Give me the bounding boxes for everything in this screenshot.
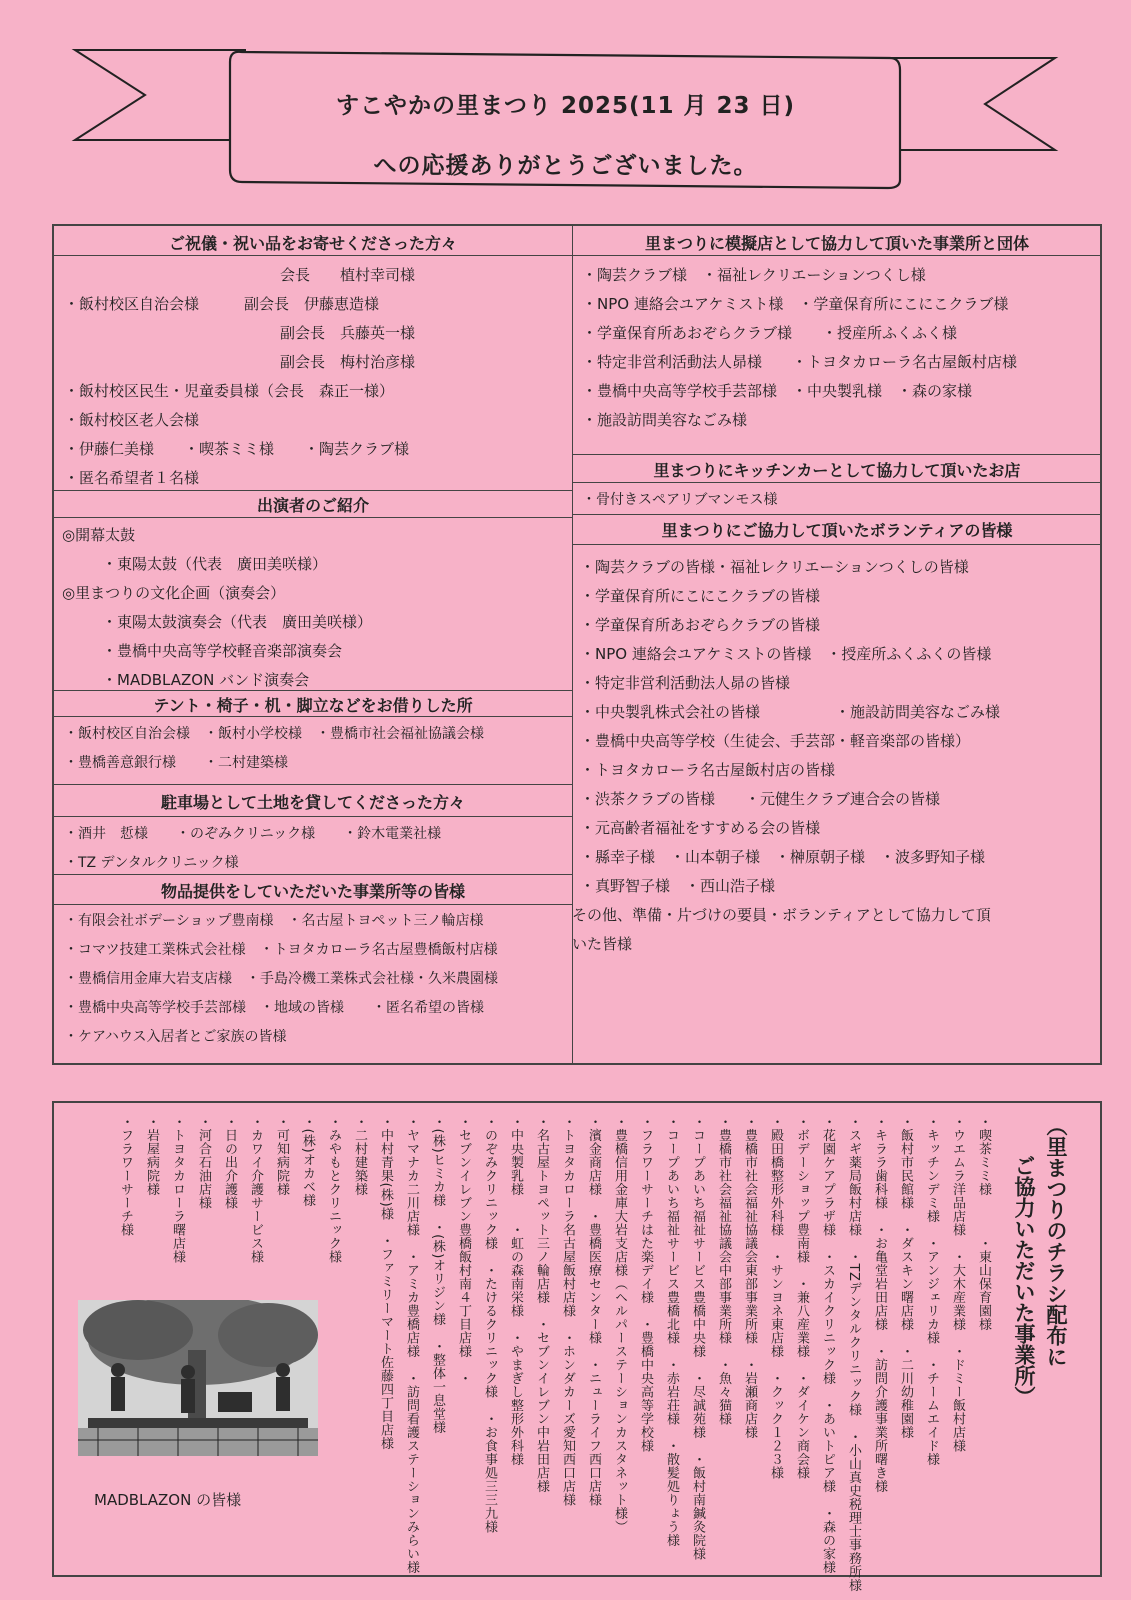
flyer-column: ・飯村市民館様 ・ダスキン曙店様 ・二川幼稚園様 <box>898 1115 913 1439</box>
rule <box>54 904 572 905</box>
flyer-column: ・フラワーサーチはた楽デイ様 ・豊橋中央高等学校様 <box>638 1115 653 1453</box>
goods-line: ・豊橋中央高等学校手芸部様 ・地域の皆様 ・匿名希望の皆様 <box>64 1000 484 1016</box>
performers-line: ◎里まつりの文化企画（演奏会） <box>62 584 286 602</box>
rule <box>54 816 572 817</box>
flyer-column: ・喫茶ミミ様 ・東山保育園様 <box>976 1115 991 1331</box>
flyer-column: ・スギ薬局飯村店様 ・TZデンタルクリニック様 ・小山真史税理士事務所様 <box>846 1115 861 1592</box>
congrats-line: 副会長 兵藤英一様 <box>280 324 416 342</box>
tents-line: ・豊橋善意銀行様 ・二村建築様 <box>64 755 288 771</box>
flyer-column: ・キッチンデミ様 ・アンジェリカ様 ・チームエイド様 <box>924 1115 939 1466</box>
performers-line: ◎開幕太鼓 <box>62 526 136 544</box>
flyer-column: ・コープあいち福祉サービス豊橋中央様 ・尽誠苑様 ・飯村南鍼灸院様 <box>690 1115 705 1561</box>
rule <box>54 490 572 491</box>
performers-line: ・東陽太鼓（代表 廣田美咲様） <box>102 555 328 573</box>
stalls-header: 里まつりに模擬店として協力して頂いた事業所と団体 <box>644 234 1029 253</box>
rule <box>572 544 1102 545</box>
volunteer-line: ・特定非営利活動法人昴の皆様 <box>580 674 791 692</box>
flyer-column: ・フラワーサーチ様 <box>118 1115 133 1237</box>
goods-line: ・コマツ技建工業株式会社様 ・トヨタカローラ名古屋豊橋飯村店様 <box>64 942 498 958</box>
band-photo <box>78 1300 318 1456</box>
congrats-line: ・伊藤仁美様 ・喫茶ミミ様 ・陶芸クラブ様 <box>64 440 410 458</box>
flyer-column: ・殿田橋整形外科様 ・サンヨネ東店様 ・クック１２３様 <box>768 1115 783 1480</box>
flyer-column: ・可知病院様 <box>274 1115 289 1196</box>
rule <box>572 514 1102 515</box>
flyer-column: ・ウエムラ洋品店様 ・大木産業様 ・ドミー飯村店様 <box>950 1115 965 1453</box>
flyer-column: ・中央製乳様 ・虹の森南栄様 ・やまぎし整形外科様 <box>508 1115 523 1466</box>
flyer-column: ・豊橋信用金庫大岩支店様（ヘルパーステーションカスタネット様） <box>612 1115 627 1534</box>
flyer-column: ・ヤマナカ二川店様 ・アミカ豊橋店様 ・訪問看護ステーションみらい様 <box>404 1115 419 1574</box>
flyer-column: ・ボデーショップ豊南様 ・兼八産業様 ・ダイケン商会様 <box>794 1115 809 1480</box>
performers-line: ・MADBLAZON バンド演奏会 <box>102 671 310 689</box>
flyer-title-1: （里まつりのチラシ配布に <box>1044 1115 1068 1367</box>
kitchen-line: ・骨付きスペアリブマンモス様 <box>582 492 778 508</box>
volunteer-line: いた皆様 <box>572 935 633 953</box>
parking-header: 駐車場として土地を貸してくださった方々 <box>160 793 465 812</box>
rule <box>54 517 572 518</box>
congrats-line: ・飯村校区自治会様 副会長 伊藤恵造様 <box>64 295 380 313</box>
flyer-column: ・トヨタカローラ曙店様 <box>170 1115 185 1264</box>
stalls-line: ・NPO 連絡会ユアケミスト様 ・学童保育所にこにこクラブ様 <box>582 295 1009 313</box>
flyer-column: ・濱金商店様 ・豊橋医療センター様 ・ニューライフ西口店様 <box>586 1115 601 1507</box>
volunteer-line: ・元高齢者福祉をすすめる会の皆様 <box>580 819 821 837</box>
banner-line-1: すこやかの里まつり 2025(11 月 23 日) <box>335 93 796 119</box>
volunteer-line: ・学童保育所にこにこクラブの皆様 <box>580 587 821 605</box>
volunteer-line: ・陶芸クラブの皆様・福祉レクリエーションつくしの皆様 <box>580 558 969 576</box>
thanks-table <box>52 224 1102 1065</box>
performers-line: ・東陽太鼓演奏会（代表 廣田美咲様） <box>102 613 373 631</box>
congrats-line: ・飯村校区民生・児童委員様（会長 森正一様） <box>64 382 395 400</box>
volunteers-header: 里まつりにご協力して頂いたボランティアの皆様 <box>661 521 1013 540</box>
volunteer-line: ・学童保育所あおぞらクラブの皆様 <box>580 616 821 634</box>
flyer-column: ・(株)ヒミカ様 ・(株)オリジン様 ・整体一息堂様 <box>430 1115 445 1435</box>
congrats-line: ・匿名希望者１名様 <box>64 469 200 487</box>
rule <box>54 874 572 875</box>
flyer-column: ・(株)オカベ様 <box>300 1115 315 1208</box>
flyer-column: ・中村青果(株)様 ・ファミリーマート佐藤四丁目店様 <box>378 1115 393 1451</box>
goods-header: 物品提供をしていただいた事業所等の皆様 <box>160 882 465 901</box>
congrats-line: 会長 植村幸司様 <box>280 266 416 284</box>
flyer-column: ・河合石油店様 <box>196 1115 211 1210</box>
rule <box>54 716 572 717</box>
goods-line: ・ケアハウス入居者とご家族の皆様 <box>64 1029 287 1045</box>
volunteer-line: その他、準備・片づけの要員・ボランティアとして協力して頂 <box>572 906 991 924</box>
stalls-line: ・施設訪問美容なごみ様 <box>582 411 748 429</box>
rule <box>54 784 572 785</box>
flyer-column: ・日の出介護様 <box>222 1115 237 1210</box>
flyer-column: ・豊橋市社会福祉協議会東部事業所様 ・岩瀬商店様 <box>742 1115 757 1439</box>
volunteer-line: ・中央製乳株式会社の皆様 ・施設訪問美容なごみ様 <box>580 703 1001 721</box>
flyer-column: ・岩屋病院様 <box>144 1115 159 1196</box>
tents-header: テント・椅子・机・脚立などをお借りした所 <box>153 696 473 715</box>
photo-caption: MADBLAZON の皆様 <box>94 1491 242 1509</box>
flyer-box <box>52 1101 1102 1592</box>
rule <box>572 255 1102 256</box>
flyer-column: ・トヨタカローラ名古屋飯村店様 ・ホンダカーズ愛知西口店様 <box>560 1115 575 1507</box>
rule <box>54 690 572 691</box>
flyer-column: ・カワイ介護サービス様 <box>248 1115 263 1264</box>
volunteer-line: ・真野智子様 ・西山浩子様 <box>580 877 776 895</box>
tents-line: ・飯村校区自治会様 ・飯村小学校様 ・豊橋市社会福祉協議会様 <box>64 726 484 742</box>
goods-line: ・有限会社ボデーショップ豊南様 ・名古屋トヨペット三ノ輪店様 <box>64 913 484 929</box>
volunteer-line: ・渋茶クラブの皆様 ・元健生クラブ連合会の皆様 <box>580 790 941 808</box>
flyer-column: ・みやもとクリニック様 <box>326 1115 341 1264</box>
band-photo-illustration <box>78 1300 318 1456</box>
flyer-column: ・のぞみクリニック様 ・たけるクリニック様 ・お食事処三三九様 <box>482 1115 497 1534</box>
rule <box>572 454 1102 455</box>
stalls-line: ・豊橋中央高等学校手芸部様 ・中央製乳様 ・森の家様 <box>582 382 973 400</box>
flyer-column: ・キララ歯科様 ・お亀堂岩田店様 ・訪問介護事業所曙き様 <box>872 1115 887 1493</box>
parking-line: ・TZ デンタルクリニック様 <box>64 855 239 871</box>
flyer-title-2: ご協力いただいた事業所） <box>1012 1155 1036 1407</box>
flyer-column: ・コープあいち福祉サービス豊橋北様 ・赤岩荘様 ・散髪処りょう様 <box>664 1115 679 1547</box>
rule <box>54 255 572 256</box>
stalls-line: ・特定非営利活動法人昴様 ・トヨタカローラ名古屋飯村店様 <box>582 353 1018 371</box>
flyer-column: ・名古屋トヨペット三ノ輪店様 ・セブンイレブン中岩田店様 <box>534 1115 549 1493</box>
volunteer-line: ・豊橋中央高等学校（生徒会、手芸部・軽音楽部の皆様） <box>580 732 971 750</box>
volunteer-line: ・NPO 連絡会ユアケミストの皆様 ・授産所ふくふくの皆様 <box>580 645 992 663</box>
stalls-line: ・学童保育所あおぞらクラブ様 ・授産所ふくふく様 <box>582 324 958 342</box>
congrats-line: ・飯村校区老人会様 <box>64 411 200 429</box>
flyer-column: ・花園ケアプラザ様 ・スカイクリニック様 ・あいトピア様 ・森の家様 <box>820 1115 835 1574</box>
kitchen-header: 里まつりにキッチンカーとして協力して頂いたお店 <box>653 461 1021 480</box>
parking-line: ・酒井 悊様 ・のぞみクリニック様 ・鈴木電業社様 <box>64 826 442 842</box>
rule <box>572 482 1102 483</box>
stalls-line: ・陶芸クラブ様 ・福祉レクリエーションつくし様 <box>582 266 926 284</box>
goods-line: ・豊橋信用金庫大岩支店様 ・手島冷機工業株式会社様・久米農園様 <box>64 971 498 987</box>
flyer-column: ・二村建築様 <box>352 1115 367 1196</box>
volunteer-line: ・縣幸子様 ・山本朝子様 ・榊原朝子様 ・波多野知子様 <box>580 848 986 866</box>
congrats-line: 副会長 梅村治彦様 <box>280 353 416 371</box>
performers-line: ・豊橋中央高等学校軽音楽部演奏会 <box>102 642 343 660</box>
performers-header: 出演者のご紹介 <box>256 496 369 515</box>
banner-line-2: への応援ありがとうございました。 <box>373 153 758 179</box>
congrats-header: ご祝儀・祝い品をお寄せくださった方々 <box>168 234 457 253</box>
flyer-column: ・セブンイレブン豊橋飯村南４丁目店様 ・ <box>456 1115 471 1385</box>
volunteer-line: ・トヨタカローラ名古屋飯村店の皆様 <box>580 761 836 779</box>
flyer-column: ・豊橋市社会福祉協議会中部事業所様 ・魚々猫様 <box>716 1115 731 1426</box>
